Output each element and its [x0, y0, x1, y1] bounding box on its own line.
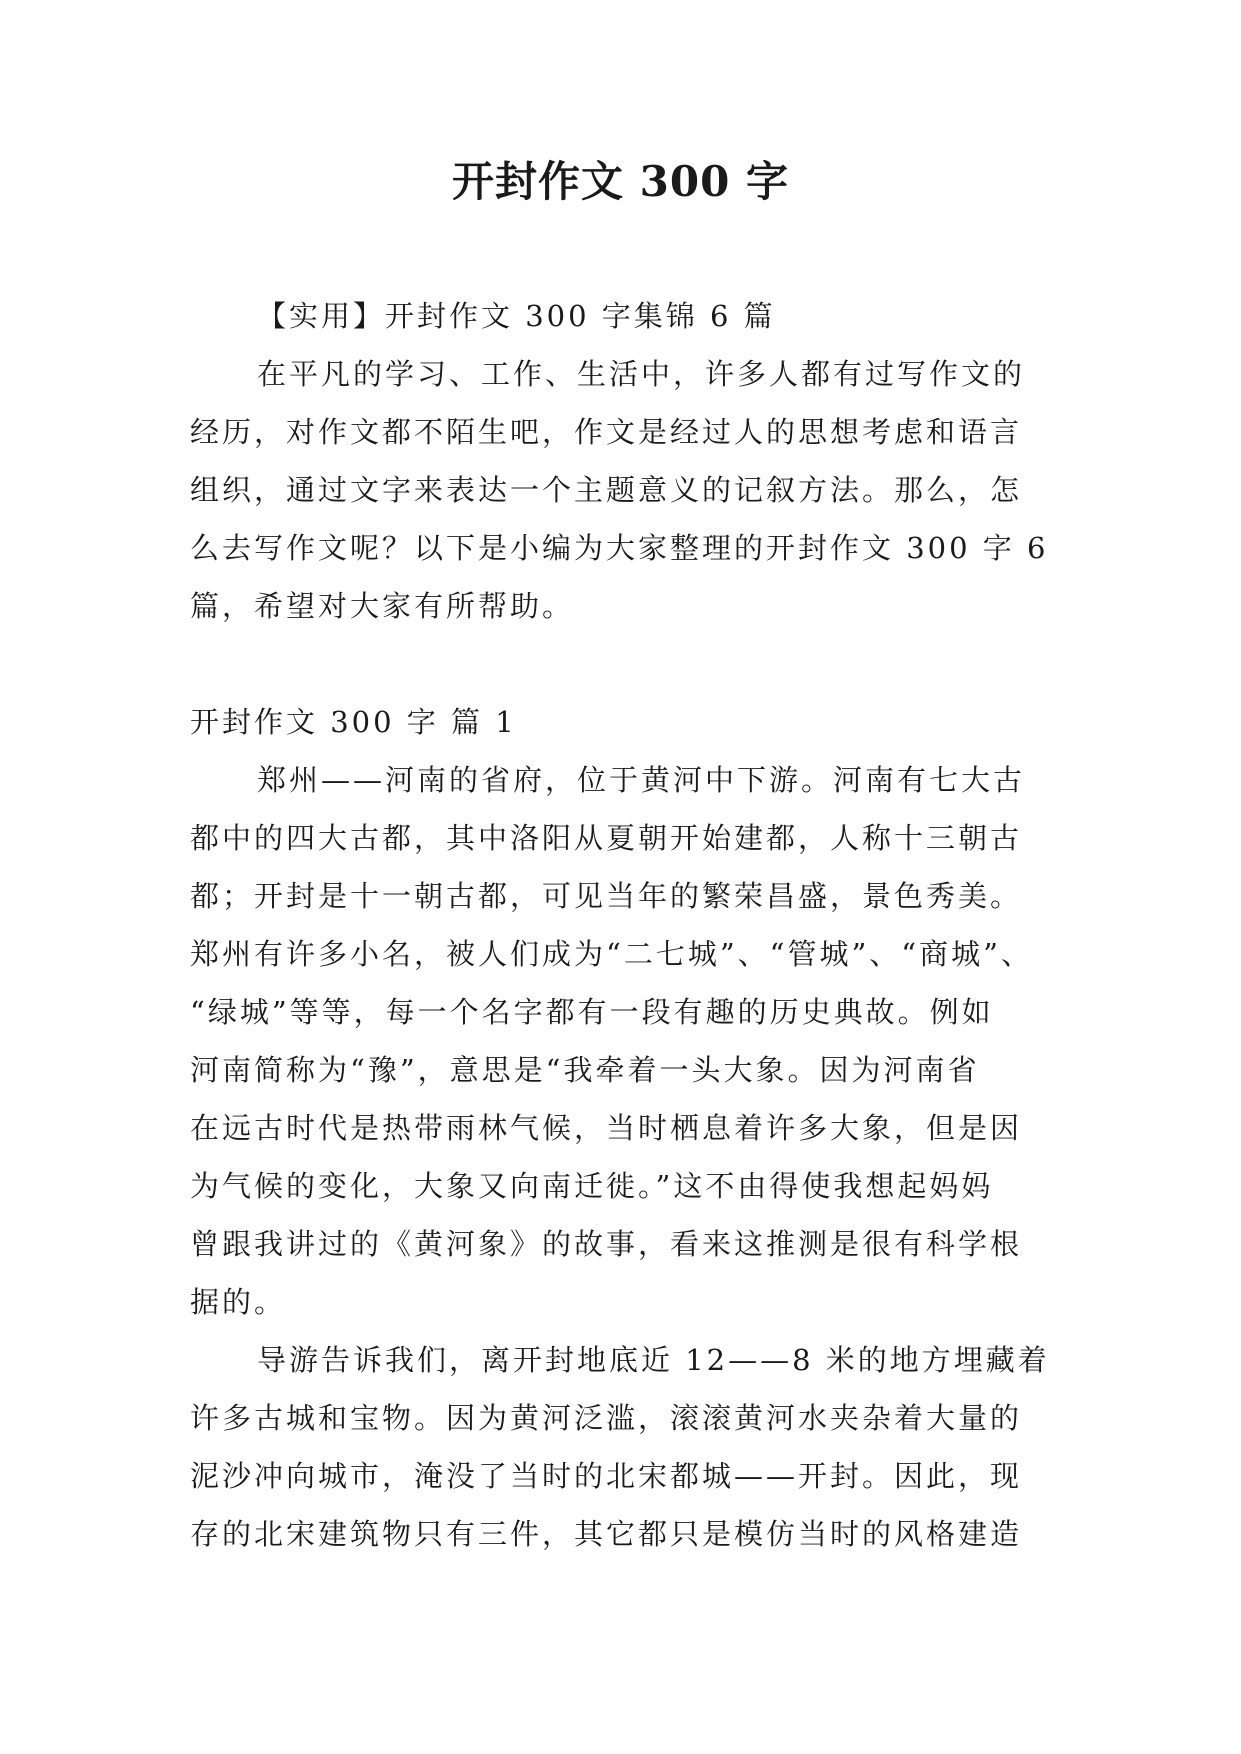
- intro-line: 经历，对作文都不陌生吧，作文是经过人的思想考虑和语言: [190, 415, 1023, 449]
- section-heading: 开封作文 300 字 篇 1: [190, 705, 517, 739]
- paragraph-line: 据的。: [190, 1285, 287, 1319]
- paragraph-line: 曾跟我讲过的《黄河象》的故事，看来这推测是很有科学根: [190, 1227, 1023, 1261]
- paragraph-line: 都中的四大古都，其中洛阳从夏朝开始建都，人称十三朝古: [190, 821, 1023, 855]
- intro-line: 么去写作文呢？以下是小编为大家整理的开封作文 300 字 6: [190, 531, 1049, 565]
- paragraph-line: 都；开封是十一朝古都，可见当年的繁荣昌盛，景色秀美。: [190, 879, 1023, 913]
- paragraph-line: 导游告诉我们，离开封地底近 12——8 米的地方埋藏着: [257, 1343, 1050, 1377]
- intro-line: 组织，通过文字来表达一个主题意义的记叙方法。那么，怎: [190, 473, 1023, 507]
- paragraph-line: 泥沙冲向城市，淹没了当时的北宋都城——开封。因此，现: [190, 1459, 1023, 1493]
- paragraph-line: 存的北宋建筑物只有三件，其它都只是模仿当时的风格建造: [190, 1517, 1023, 1551]
- paragraph-line: 在远古时代是热带雨林气候，当时栖息着许多大象，但是因: [190, 1111, 1023, 1145]
- paragraph-line: 许多古城和宝物。因为黄河泛滥，滚滚黄河水夹杂着大量的: [190, 1401, 1023, 1435]
- paragraph-line: 为气候的变化，大象又向南迁徙。”这不由得使我想起妈妈: [190, 1169, 994, 1203]
- paragraph-line: 河南简称为“豫”，意思是“我牵着一头大象。因为河南省: [190, 1053, 980, 1087]
- intro-line: 篇，希望对大家有所帮助。: [190, 589, 575, 623]
- document-title: 开封作文 300 字: [452, 157, 789, 206]
- paragraph-line: 郑州——河南的省府，位于黄河中下游。河南有七大古: [257, 763, 1026, 797]
- intro-line: 在平凡的学习、工作、生活中，许多人都有过写作文的: [257, 357, 1026, 391]
- paragraph-line: “绿城”等等，每一个名字都有一段有趣的历史典故。例如: [190, 995, 994, 1029]
- paragraph-line: 郑州有许多小名，被人们成为“二七城”、“管城”、“商城”、: [190, 937, 1033, 971]
- document-subtitle: 【实用】开封作文 300 字集锦 6 篇: [257, 299, 776, 333]
